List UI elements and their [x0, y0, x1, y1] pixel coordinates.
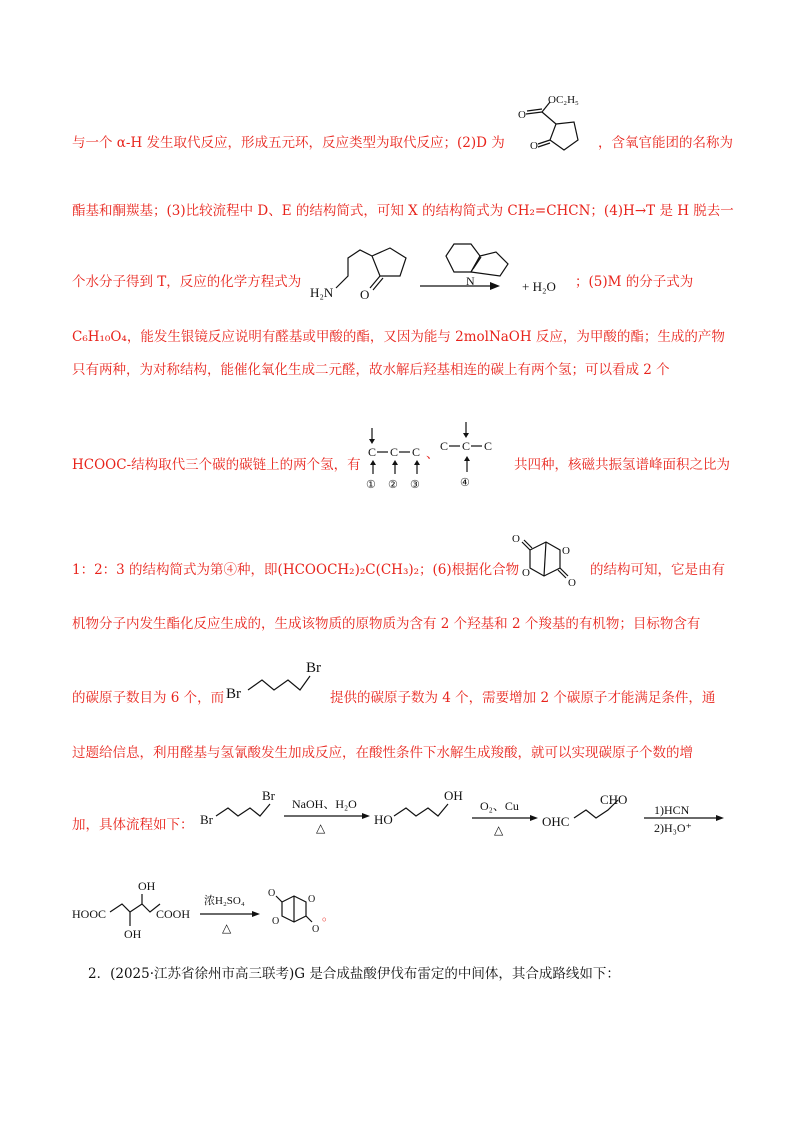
group-nh2: H₂N: [310, 285, 334, 300]
text-line-1: [72, 131, 505, 151]
group-ho: HO: [374, 812, 393, 827]
text-segment: HCOOC-结构取代三个碳的碳链上的两个氢，有: [72, 457, 361, 473]
text-segment: 的碳原子数目为 6 个，而: [72, 690, 225, 706]
text-segment: 酯基和酮羰基；(3)比较流程中 D、E 的结构简式，可知 X 的结构简式为 CH₂=CHCN；(4)H→T 是 H 脱去一: [72, 203, 734, 219]
atom-o: O: [272, 916, 280, 927]
atom-o: O: [518, 109, 526, 121]
position-2: ②: [388, 479, 398, 491]
atom-c: C: [462, 439, 471, 453]
text-segment: 个水分子得到 T，反应的化学方程式为: [72, 274, 302, 290]
atom-o: O: [308, 894, 316, 905]
text-segment: 提供的碳原子数为 4 个，需要增加 2 个碳原子才能满足条件，通: [330, 690, 716, 706]
text-segment: 的结构可知，它是由有: [590, 562, 725, 578]
text-segment: 过题给信息，利用醛基与氢氰酸发生加成反应，在酸性条件下水解生成羧酸，就可以实现碳原子个数的增: [72, 745, 693, 761]
atom-c: C: [484, 439, 493, 453]
group-oh: OH: [444, 788, 463, 803]
text-line-3: [72, 270, 301, 290]
atom-br: Br: [262, 788, 275, 803]
reagent-h2so4: 浓H₂SO₄: [204, 895, 245, 907]
atom-br: Br: [200, 812, 213, 827]
group-cooh: COOH: [156, 907, 191, 921]
structure-bicyclic-dilactone: [510, 528, 588, 590]
text-segment: 共四种，核磁共振氢谱峰面积之比为: [514, 457, 730, 473]
reagent-h3o: 2)H₃O⁺: [654, 821, 692, 835]
heat-symbol: △: [316, 821, 326, 835]
text-line-5: [72, 358, 670, 378]
text-segment: 1：2：3 的结构简式为第④种，即(HCOOCH₂)₂C(CH₃)₂；(6)根据化合物: [72, 562, 520, 578]
atom-n: N: [466, 274, 475, 288]
text-line-1-end: [598, 131, 733, 151]
atom-o: O: [360, 287, 370, 302]
group-hooc: HOOC: [72, 907, 107, 921]
atom-o: O: [562, 545, 570, 557]
atom-c: C: [368, 445, 377, 459]
group-oh: OH: [124, 927, 142, 941]
group-ohc: OHC: [542, 814, 570, 829]
text-line-2: [72, 199, 734, 219]
reagent-hcn: 1)HCN: [654, 803, 690, 817]
text-segment: 机物分子内发生酯化反应生成的，生成该物质的原物质为含有 2 个羟基和 2 个羧基的有机物；目标物含有: [72, 616, 701, 632]
reagent-naoh: NaOH、H₂O: [292, 797, 357, 811]
separator: 、: [426, 446, 440, 461]
text-segment: 加，具体流程如下：: [72, 817, 194, 833]
heat-symbol: △: [494, 823, 504, 837]
group-oh: OH: [138, 879, 156, 893]
question-text: 2．(2025·江苏省徐州市高三联考)G 是合成盐酸伊伐布雷定的中间体，其合成路线如下：: [88, 966, 620, 982]
text-line-6: [72, 453, 361, 473]
text-segment: C₆H₁₀O₄，能发生银镜反应说明有醛基或甲酸的酯，又因为能与 2molNaOH 反应，为甲酸的酯；生成的产物: [72, 329, 725, 345]
atom-o: O: [568, 577, 576, 589]
text-line-6-end: [514, 453, 730, 473]
position-4: ④: [460, 477, 470, 489]
reagent-o2-cu: O₂、Cu: [480, 799, 519, 813]
atom-o: O: [312, 924, 320, 935]
text-line-8: [72, 612, 700, 632]
atom-br: Br: [226, 686, 241, 702]
text-line-3-end: [575, 270, 693, 290]
text-line-11: [72, 813, 194, 833]
question-2: [88, 962, 620, 982]
text-line-7-end: [590, 558, 725, 578]
atom-o: O: [530, 140, 538, 152]
heat-symbol: △: [222, 921, 232, 935]
water: + H₂O: [522, 279, 556, 294]
atom-c: C: [390, 445, 399, 459]
text-segment: ，含氧官能团的名称为: [598, 135, 733, 151]
atom-br: Br: [306, 660, 321, 676]
group-cho: CHO: [600, 792, 628, 807]
synthesis-route-step-1: [198, 788, 728, 843]
text-segment: 只有两种，为对称结构，能催化氧化生成二元醛，故水解后羟基相连的碳上有两个氢；可以看成 2 个: [72, 362, 670, 378]
structure-d-ketoester: [512, 92, 596, 162]
text-line-7: [72, 558, 519, 578]
text-line-9-end: [330, 686, 715, 706]
atom-o: O: [512, 533, 520, 545]
text-segment: ；(5)M 的分子式为: [575, 274, 694, 290]
group-oet: OC₂H₅: [548, 94, 579, 106]
atom-o: O: [522, 567, 530, 579]
structure-h-amine-ketone: [308, 236, 573, 306]
text-segment: 与一个 α-H 发生取代反应，形成五元环，反应类型为取代反应；(2)D 为: [72, 135, 505, 151]
atom-c: C: [440, 439, 449, 453]
text-line-9: [72, 686, 224, 706]
atom-c: C: [412, 445, 421, 459]
structure-carbon-chain-positions: [364, 422, 514, 492]
position-1: ①: [366, 479, 376, 491]
position-3: ③: [410, 479, 420, 491]
atom-o: O: [268, 888, 276, 899]
text-line-10: [72, 741, 693, 761]
text-line-4: [72, 325, 725, 345]
structure-dibromobutane: [226, 656, 326, 702]
synthesis-route-step-2: [72, 878, 352, 950]
final-mark: 。: [322, 909, 335, 923]
